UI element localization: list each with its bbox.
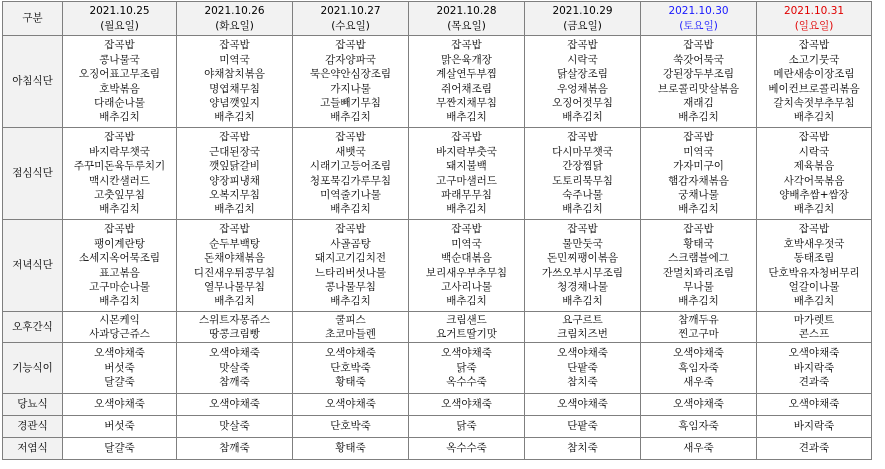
menu-item: 오색야채죽 [209,347,260,360]
menu-item: 디진새우튀콩무침 [193,266,276,279]
menu-item: 참깨죽 [219,376,250,389]
menu-item: 참치죽 [567,442,598,455]
meal-type-label: 당뇨식 [3,394,63,416]
day-date: 2021.10.29 [552,5,613,18]
menu-cell [293,438,409,460]
meal-type-label: 경관식 [3,416,63,438]
menu-item: 오색야채죽 [788,347,840,360]
menu-item: 맛살죽 [219,361,250,374]
menu-item: 견과죽 [798,442,830,455]
menu-cell [409,416,525,438]
menu-item: 백순대볶음 [441,252,492,265]
menu-cell [641,220,757,312]
menu-item: 배추김치 [562,203,603,216]
menu-item: 고춧잎무침 [94,188,145,201]
menu-item: 초코마들렌 [325,328,376,340]
menu-item: 고구마순나물 [89,280,150,293]
meal-row [3,36,872,128]
menu-cell [63,312,177,343]
menu-item: 묵은약안심장조림 [309,68,392,81]
menu-cell [641,36,757,128]
menu-cell [177,128,293,220]
menu-item: 가자미구이 [673,160,724,173]
menu-item: 참깨죽 [219,442,250,455]
menu-item: 고구마샐러드 [436,174,497,187]
menu-item: 단호박유자청버무리 [768,266,860,279]
menu-cell [293,128,409,220]
menu-cell [409,312,525,343]
menu-item: 호박새우젓국 [783,237,845,250]
menu-item: 닭죽 [456,361,477,374]
menu-item: 도토리묵무침 [552,174,613,187]
menu-item: 청포묵김가루무침 [309,174,392,187]
menu-item: 찐고구마 [678,328,719,340]
menu-item: 다래순나물 [94,96,145,109]
day-weekday: (금요일) [563,19,602,32]
menu-item: 오색야채죽 [557,347,608,360]
menu-item: 잡곡밥 [683,39,714,52]
menu-item: 주꾸미돈육두루치기 [73,160,166,173]
menu-cell [757,416,872,438]
menu-cell [293,220,409,312]
menu-cell [641,394,757,416]
day-weekday: (월요일) [100,19,139,32]
menu-item: 단호박죽 [330,361,371,374]
menu-item: 돈채야채볶음 [204,252,265,265]
menu-item: 오색야채죽 [325,347,376,360]
menu-item: 물만둣국 [562,237,603,250]
day-date: 2021.10.25 [89,5,150,18]
menu-item: 잡곡밥 [335,131,366,144]
menu-item: 쿨피스 [335,313,366,326]
menu-item: 잡곡밥 [104,39,135,52]
menu-item: 호박볶음 [99,82,140,95]
menu-cell [293,312,409,343]
menu-item: 잡곡밥 [104,131,135,144]
menu-item: 오색야채죽 [788,398,840,411]
menu-item: 오징어표고무조림 [78,68,161,81]
menu-item: 오색야채죽 [441,347,492,360]
menu-item: 양장피냉채 [209,174,260,187]
meal-type-label: 아침식단 [3,36,63,128]
menu-item: 청경채나물 [557,280,608,293]
menu-cell [525,36,641,128]
menu-cell [177,220,293,312]
menu-item: 바지락죽 [793,420,835,433]
menu-cell [525,312,641,343]
day-header-6 [757,2,872,36]
menu-item: 시몬케익 [99,313,140,326]
day-header-1 [177,2,293,36]
menu-item: 닭죽 [456,420,477,433]
menu-item: 돼지불백 [446,160,487,173]
menu-item: 파래무무침 [441,188,492,201]
menu-item: 오색야채죽 [209,398,260,411]
menu-cell [293,343,409,394]
menu-item: 배추김치 [330,111,371,124]
menu-item: 콩나물무침 [325,280,376,293]
menu-item: 옥수수죽 [446,376,487,389]
menu-item: 버섯죽 [104,420,135,433]
menu-item: 오복지무침 [209,188,260,201]
menu-cell [525,394,641,416]
menu-item: 흑임자죽 [678,361,719,374]
menu-item: 배추김치 [214,295,255,308]
day-weekday: (목요일) [447,19,486,32]
menu-item: 흑임자죽 [678,420,719,433]
menu-item: 순두부백탕 [209,237,260,250]
menu-item: 햄감자채볶음 [668,174,729,187]
menu-item: 베이컨브로콜리볶음 [768,82,860,95]
menu-item: 돈민찌팽이볶음 [546,252,618,265]
menu-cell [409,343,525,394]
menu-item: 쑥갓어묵국 [673,53,724,66]
menu-item: 크림샌드 [446,313,487,326]
day-date: 2021.10.31 [783,5,845,18]
meal-type-label: 기능식이 [3,343,63,394]
menu-cell [641,128,757,220]
day-header-4 [525,2,641,36]
menu-item: 잡곡밥 [219,39,250,52]
menu-item: 제육볶음 [793,160,835,173]
menu-item: 사각어묵볶음 [783,174,845,187]
menu-item: 오징어젓무침 [552,96,613,109]
menu-item: 얼갈이나물 [788,280,840,293]
menu-cell [409,36,525,128]
menu-item: 쥐어채조림 [441,82,492,95]
menu-item: 잡곡밥 [219,131,250,144]
menu-item: 참치죽 [567,376,598,389]
menu-item: 잡곡밥 [567,223,598,236]
menu-item: 돼지고기김치전 [314,252,386,265]
menu-item: 동태조림 [793,252,835,265]
menu-item: 단팥죽 [567,361,598,374]
menu-item: 숙주나물 [562,188,603,201]
menu-item: 양배추쌈+쌈장 [779,188,849,201]
menu-item: 단호박죽 [330,420,371,433]
menu-item: 열무나물무침 [204,280,265,293]
menu-item: 사과당근쥬스 [89,328,150,340]
day-header-5 [641,2,757,36]
menu-item: 콩나물국 [99,53,140,66]
menu-cell [757,128,872,220]
menu-cell [63,128,177,220]
day-header-2 [293,2,409,36]
menu-item: 바지락부춧국 [436,145,497,158]
menu-cell [525,128,641,220]
menu-item: 잡곡밥 [219,223,250,236]
menu-cell [177,394,293,416]
menu-item: 배추김치 [793,111,835,124]
menu-cell [757,312,872,343]
menu-cell [757,220,872,312]
menu-item: 바지락무챗국 [89,145,150,158]
menu-item: 오색야채죽 [673,398,724,411]
menu-cell [641,416,757,438]
menu-item: 궁채나물 [678,188,719,201]
menu-item: 잡곡밥 [798,223,830,236]
meal-type-label: 저녁식단 [3,220,63,312]
menu-item: 야채참치볶음 [204,68,265,81]
menu-item: 시락국 [567,53,598,66]
menu-item: 새뱃국 [335,145,366,158]
menu-item: 깻잎닭갈비 [209,160,260,173]
menu-item: 미역줄기나물 [320,188,381,201]
day-header-0 [63,2,177,36]
menu-item: 팽이계란탕 [94,237,145,250]
menu-item: 시래기고등어조림 [309,160,392,173]
menu-cell [63,416,177,438]
menu-item: 소고기뭇국 [788,53,840,66]
menu-item: 달걀죽 [104,442,135,455]
menu-cell [409,394,525,416]
menu-cell [525,343,641,394]
menu-cell [63,220,177,312]
menu-item: 스위트자몽쥬스 [198,313,270,326]
menu-item: 잡곡밥 [683,131,714,144]
menu-item: 배추김치 [678,111,719,124]
menu-cell [757,343,872,394]
menu-item: 오색야채죽 [94,398,145,411]
menu-item: 잡곡밥 [335,39,366,52]
meal-type-label: 점심식단 [3,128,63,220]
meal-row [3,128,872,220]
menu-item: 새우죽 [683,442,714,455]
menu-item: 갈치속젓부추무침 [773,96,855,109]
menu-item: 감자양파국 [325,53,376,66]
day-weekday: (토요일) [679,19,718,32]
menu-item: 간장찜닭 [562,160,603,173]
menu-cell [641,312,757,343]
menu-item: 소세지옥어묵조림 [78,252,161,265]
meal-row [3,312,872,343]
menu-item: 사골곰탕 [330,237,371,250]
menu-item: 브로콜리맛살볶음 [657,82,740,95]
menu-item: 우엉채볶음 [557,82,608,95]
menu-item: 다시마무챗국 [552,145,613,158]
menu-item: 고사리나물 [441,280,492,293]
menu-item: 시락국 [798,145,830,158]
menu-item: 견과죽 [798,376,830,389]
menu-item: 땅콩크림빵 [209,328,260,340]
day-date: 2021.10.30 [668,5,729,18]
menu-cell [757,438,872,460]
menu-cell [525,220,641,312]
menu-item: 황태죽 [335,376,366,389]
menu-item: 닭살장조림 [557,68,608,81]
menu-cell [525,438,641,460]
menu-item: 표고볶음 [99,266,140,279]
menu-item: 배추김치 [99,203,140,216]
menu-cell [177,343,293,394]
menu-item: 잡곡밥 [335,223,366,236]
menu-item: 요거트딸기맛 [436,328,497,340]
menu-item: 잔멸치꽈리조림 [662,266,734,279]
menu-item: 근대된장국 [209,145,260,158]
menu-item: 미역국 [219,53,250,66]
menu-cell [177,312,293,343]
menu-item: 배추김치 [446,295,487,308]
day-weekday: (일요일) [794,19,834,32]
header-row [3,2,872,36]
meal-row [3,438,872,460]
menu-item: 배추김치 [793,203,835,216]
menu-item: 잡곡밥 [798,39,830,52]
menu-item: 오색야채죽 [673,347,724,360]
meal-row [3,343,872,394]
menu-item: 황태국 [683,237,714,250]
menu-cell [177,438,293,460]
menu-item: 요구르트 [562,313,603,326]
menu-item: 잡곡밥 [104,223,135,236]
menu-cell [63,394,177,416]
menu-cell [757,394,872,416]
menu-item: 달걀죽 [104,376,135,389]
menu-item: 배추김치 [562,295,603,308]
menu-item: 새우죽 [683,376,714,389]
menu-item: 무짠지채무침 [436,96,497,109]
menu-item: 스크램블에그 [668,252,729,265]
menu-cell [177,416,293,438]
menu-item: 배추김치 [99,295,140,308]
menu-item: 잡곡밥 [451,131,482,144]
menu-cell [757,36,872,128]
menu-item: 느타리버섯나물 [314,266,386,279]
menu-item: 배추김치 [793,295,835,308]
menu-item: 배추김치 [678,203,719,216]
weekly-meal-table [2,1,872,460]
day-weekday: (수요일) [331,19,370,32]
menu-item: 잡곡밥 [451,223,482,236]
menu-item: 배추김치 [330,295,371,308]
menu-item: 맥시칸샐러드 [89,174,150,187]
menu-item: 참깨두유 [678,313,719,326]
meal-type-label: 오후간식 [3,312,63,343]
menu-item: 바지락죽 [793,361,835,374]
day-weekday: (화요일) [215,19,254,32]
menu-item: 명엽채무침 [209,82,260,95]
menu-cell [63,36,177,128]
menu-item: 마가렛트 [793,313,835,326]
menu-item: 맛살죽 [219,420,250,433]
menu-item: 단팥죽 [567,420,598,433]
menu-cell [641,438,757,460]
day-header-3 [409,2,525,36]
menu-item: 맑은육개장 [441,53,492,66]
menu-item: 재래김 [683,96,714,109]
menu-item: 미역국 [683,145,714,158]
menu-item: 가쓰오부시무조림 [541,266,624,279]
menu-item: 배추김치 [446,111,487,124]
meal-row [3,394,872,416]
menu-item: 오색야채죽 [325,398,376,411]
menu-item: 옥수수죽 [446,442,487,455]
menu-item: 크림치즈번 [557,328,608,340]
menu-item: 콘스프 [798,328,830,340]
menu-cell [409,438,525,460]
menu-item: 황태죽 [335,442,366,455]
menu-item: 오색야채죽 [94,347,145,360]
menu-cell [641,343,757,394]
menu-item: 버섯죽 [104,361,135,374]
menu-item: 메란새송이장조림 [773,68,855,81]
menu-item: 보리새우부추무침 [425,266,508,279]
menu-item: 배추김치 [99,111,140,124]
menu-item: 잡곡밥 [567,131,598,144]
menu-cell [293,394,409,416]
menu-item: 가지나물 [330,82,371,95]
menu-item: 고들빼기무침 [320,96,381,109]
menu-item: 잡곡밥 [567,39,598,52]
menu-item: 계살연두부찜 [436,68,497,81]
menu-item: 배추김치 [330,203,371,216]
menu-item: 배추김치 [446,203,487,216]
day-date: 2021.10.26 [204,5,265,18]
menu-item: 미역국 [451,237,482,250]
menu-item: 무나물 [683,280,714,293]
menu-cell [409,220,525,312]
menu-item: 잡곡밥 [451,39,482,52]
menu-table-container [2,1,872,460]
menu-item: 오색야채죽 [441,398,492,411]
menu-item: 오색야채죽 [557,398,608,411]
menu-cell [63,343,177,394]
meal-type-label: 저염식 [3,438,63,460]
meal-row [3,416,872,438]
meal-row [3,220,872,312]
menu-cell [409,128,525,220]
menu-item: 배추김치 [214,203,255,216]
menu-cell [63,438,177,460]
day-date: 2021.10.28 [436,5,497,18]
menu-item: 배추김치 [562,111,603,124]
menu-cell [525,416,641,438]
menu-item: 강된장두부조림 [662,68,734,81]
menu-cell [177,36,293,128]
menu-cell [293,416,409,438]
menu-item: 잡곡밥 [683,223,714,236]
menu-item: 배추김치 [214,111,255,124]
menu-cell [293,36,409,128]
day-date: 2021.10.27 [320,5,381,18]
menu-item: 잡곡밥 [798,131,830,144]
category-header: 구분 [3,2,63,36]
menu-item: 배추김치 [678,295,719,308]
menu-item: 양념깻잎지 [209,96,260,109]
